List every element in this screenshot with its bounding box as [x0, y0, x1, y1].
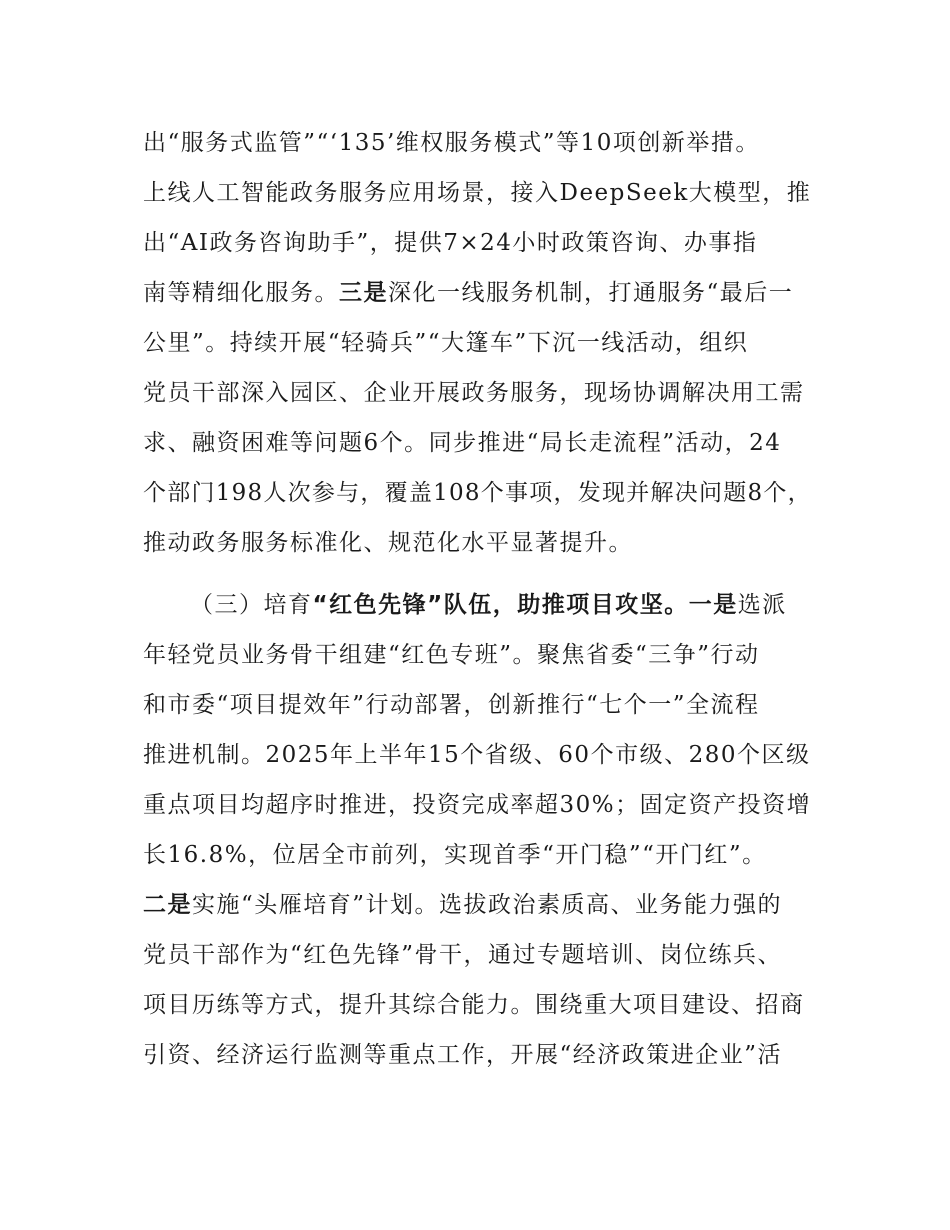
text-line: [143, 473, 812, 513]
bold-text-run: 二是: [143, 892, 192, 918]
text-run: 推进机制。2025年上半年15个省级、60个市级、280个区级: [143, 742, 811, 768]
text-line: [143, 423, 781, 463]
text-line: [143, 635, 760, 675]
text-run: 南等精细化服务。: [143, 280, 339, 306]
text-line: [143, 1035, 782, 1075]
text-run: 项目历练等方式，提升其综合能力。围绕重大项目建设、招商: [143, 992, 805, 1018]
text-line: [143, 985, 805, 1025]
text-run: 重点项目均超序时推进，投资完成率超30%；固定资产投资增: [143, 792, 812, 818]
text-line: [143, 373, 805, 413]
text-line: [143, 173, 811, 213]
text-line: [143, 223, 757, 263]
text-line: [143, 685, 760, 725]
text-line: [143, 523, 633, 563]
text-line: [143, 735, 810, 775]
text-line: [143, 935, 782, 975]
bold-text-run: “红色先锋”队伍，助推项目攻坚。一是: [312, 592, 738, 618]
text-run: 年轻党员业务骨干组建“红色专班”。聚焦省委“三争”行动: [143, 642, 760, 668]
text-run: 实施“头雁培育”计划。选拔政治素质高、业务能力强的: [192, 892, 783, 918]
text-run: 个部门198人次参与，覆盖108个事项，发现并解决问题8个，: [143, 480, 812, 506]
bold-text-run: 三是: [339, 280, 388, 306]
text-run: 公里”。持续开展“轻骑兵”“大篷车”下沉一线活动，组织: [143, 330, 749, 356]
text-line: [143, 835, 767, 875]
text-run: （三）培育: [190, 592, 313, 618]
text-run: 党员干部作为“红色先锋”骨干，通过专题培训、岗位练兵、: [143, 942, 783, 968]
text-run: 和市委“项目提效年”行动部署，创新推行“七个一”全流程: [143, 692, 760, 718]
text-line: [143, 785, 811, 825]
text-run: 出“服务式监管”“‘135’维权服务模式”等10项创新举措。: [143, 130, 760, 156]
text-run: 推动政务服务标准化、规范化水平显著提升。: [143, 530, 633, 556]
text-line: [143, 885, 782, 925]
text-line: [143, 273, 793, 313]
section-heading-line: [190, 585, 787, 625]
text-run: 长16.8%，位居全市前列，实现首季“开门稳”“开门红”。: [143, 842, 767, 868]
text-line: [143, 123, 760, 163]
text-line: [143, 323, 748, 363]
text-run: 引资、经济运行监测等重点工作，开展“经济政策进企业”活: [143, 1042, 783, 1068]
text-run: 选派: [737, 592, 787, 618]
text-run: 出“AI政务咨询助手”，提供7×24小时政策咨询、办事指: [143, 230, 758, 256]
text-run: 党员干部深入园区、企业开展政务服务，现场协调解决用工需: [143, 380, 805, 406]
text-run: 上线人工智能政务服务应用场景，接入DeepSeek大模型，推: [143, 180, 812, 206]
text-run: 求、融资困难等问题6个。同步推进“局长走流程”活动，24: [143, 430, 782, 456]
text-run: 深化一线服务机制，打通服务“最后一: [388, 280, 794, 306]
